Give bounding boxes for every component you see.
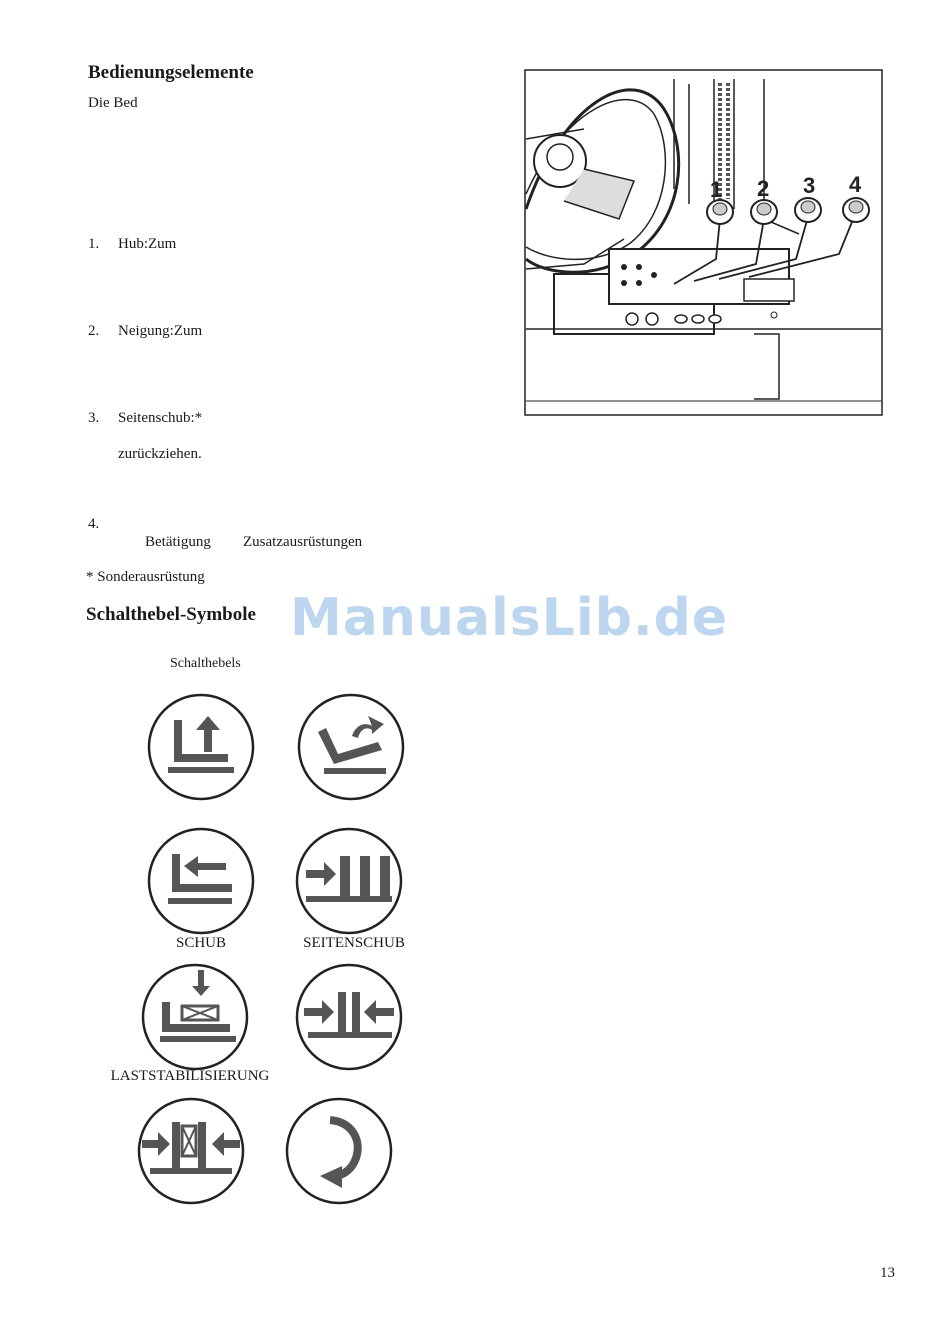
lever-number-1: 1 (710, 177, 723, 202)
page-number: 13 (880, 1265, 895, 1281)
item-4-word-1: Betätigung (145, 534, 211, 550)
controls-illustration (524, 69, 884, 417)
intro-text: Die Bed (88, 95, 138, 111)
item-2-number: 2. (88, 323, 100, 339)
item-4-word-2: Zusatzausrüstungen (243, 534, 363, 550)
item-3-text: Seitenschub:* (118, 410, 203, 426)
item-1-number: 1. (88, 236, 100, 252)
item-2-text: Neigung:Zum (118, 323, 203, 339)
symbols-intro: Schalthebels (170, 656, 241, 671)
section-title-symbols: Schalthebel-Symbole (86, 604, 256, 625)
section-title-controls: Bedienungselemente (88, 62, 254, 83)
item-3-number: 3. (88, 410, 100, 426)
item-4-number: 4. (88, 516, 100, 532)
lever-number-4: 4 (849, 172, 862, 197)
item-1-text: Hub:Zum (118, 236, 177, 252)
reach-symbol-icon (146, 826, 256, 936)
side-shift-symbol-icon (294, 826, 404, 936)
footnote: * Sonderausrüstung (86, 569, 205, 585)
watermark: ManualsLib.de (290, 588, 729, 648)
label-laststabilisierung: LASTSTABILISIERUNG (110, 1068, 270, 1084)
lever-number-2: 2 (757, 176, 770, 201)
tilt-symbol-icon (296, 692, 406, 802)
lift-symbol-icon (146, 692, 256, 802)
rotate-symbol-icon (284, 1096, 394, 1206)
label-schub: SCHUB (175, 935, 227, 951)
label-seitenschub: SEITENSCHUB (303, 935, 405, 951)
item-3-continuation: zurückziehen. (118, 446, 202, 462)
clamp-symbol-icon (136, 1096, 246, 1206)
lever-number-3: 3 (803, 173, 816, 198)
load-stabilizer-symbol-icon (140, 962, 250, 1072)
fork-positioner-symbol-icon (294, 962, 404, 1072)
